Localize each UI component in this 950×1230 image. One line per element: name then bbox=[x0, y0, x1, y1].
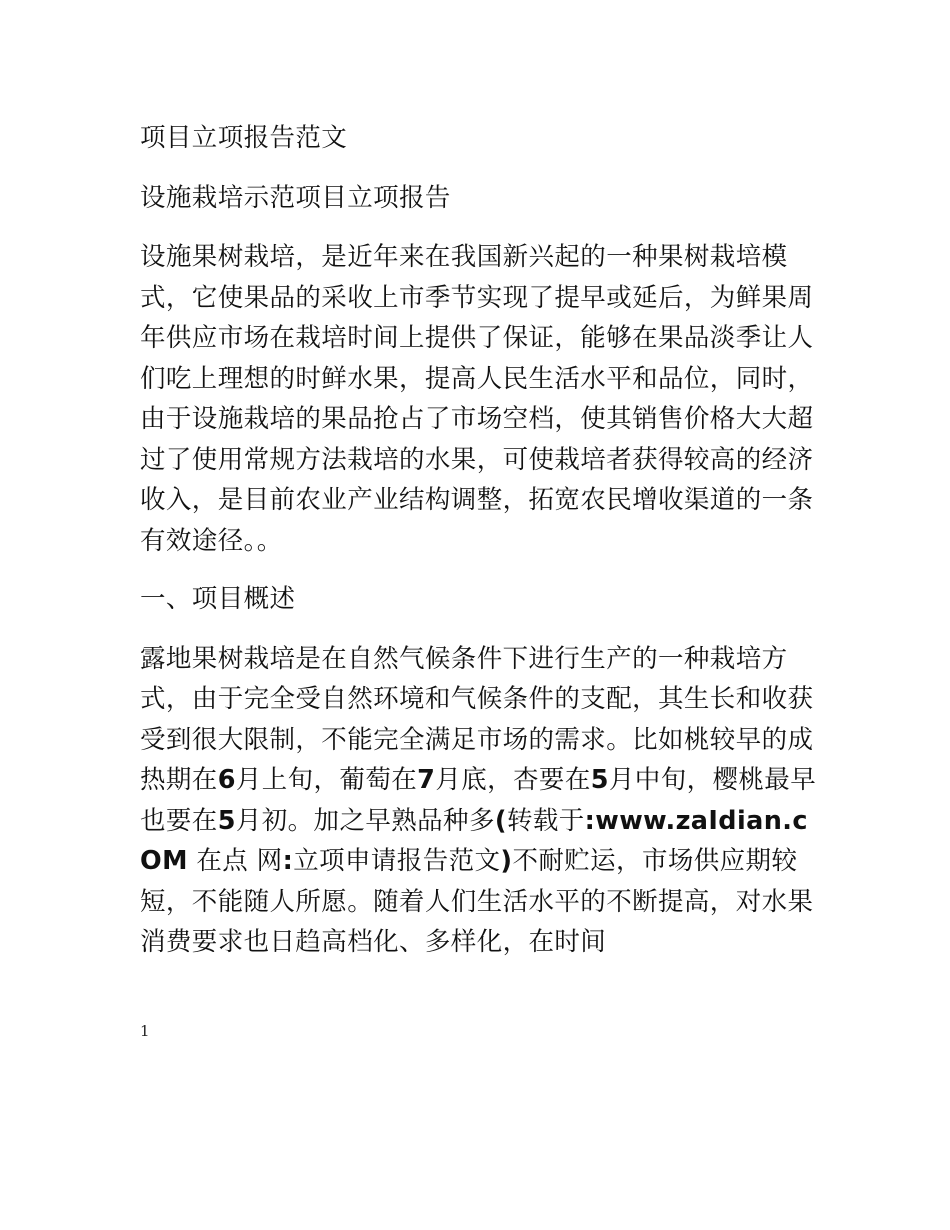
bold-number: 7 bbox=[417, 765, 436, 795]
text-run: 月上旬，葡萄在 bbox=[235, 765, 418, 795]
text-run: 不耐贮运，市场供应期较短，不能随人所愿。随着人们生活水平的不断提高，对水果消费要求也日趋高档化、多样化，在时间 bbox=[140, 846, 814, 957]
bold-colon: : bbox=[282, 846, 294, 876]
text-run: 露地果树栽培是在自然气候条件下进行生产的一种栽培方式，由于完全受自然环境和气候条件的支配，其生长和收获受到很大限制，不能完全满足市场的需求。比如桃较早的成热期在 bbox=[140, 643, 814, 795]
bold-url: :www.zaIdian.cOM bbox=[140, 805, 808, 876]
text-run: 月初。加之早熟品种多 bbox=[235, 805, 495, 836]
bold-number: 5 bbox=[590, 765, 609, 795]
document-title: 项目立项报告范文 bbox=[140, 123, 348, 153]
document-subtitle: 设施栽培示范项目立项报告 bbox=[140, 182, 451, 213]
bold-paren: ) bbox=[500, 846, 513, 876]
intro-paragraph: 设施果树栽培，是近年来在我国新兴起的一种果树栽培模式，它使果品的采收上市季节实现了提早或延后，为鲜果周年供应市场在栽培时间上提供了保证，能够在果品淡季让人们吃上理想的时鲜水果，提高人民生活水平和品位，同时，由于设施栽培的果品抢占了市场空档，使其销售价格大大超过了使用常规方法栽培的水果，可使栽培者获得较高的经济收入，是目前农业产业结构调整，拓宽农民增收渠道的一条有效途径。。 bbox=[140, 242, 814, 556]
text-run: 在点 网 bbox=[187, 846, 283, 876]
document-body bbox=[140, 118, 820, 963]
section-paragraph bbox=[140, 639, 820, 963]
text-run: 转载于 bbox=[506, 805, 585, 836]
page-number: 1 bbox=[140, 1022, 150, 1040]
bold-number: 5 bbox=[217, 805, 236, 836]
bold-number: 6 bbox=[217, 765, 236, 795]
text-run: 月底，杏要在 bbox=[435, 765, 591, 795]
text-run: 月中旬，樱桃最早也要在 bbox=[140, 765, 817, 836]
section-heading: 一、项目概述 bbox=[140, 584, 296, 614]
bold-paren: ( bbox=[494, 805, 507, 836]
text-run: 立项申请报告范文 bbox=[293, 846, 501, 876]
